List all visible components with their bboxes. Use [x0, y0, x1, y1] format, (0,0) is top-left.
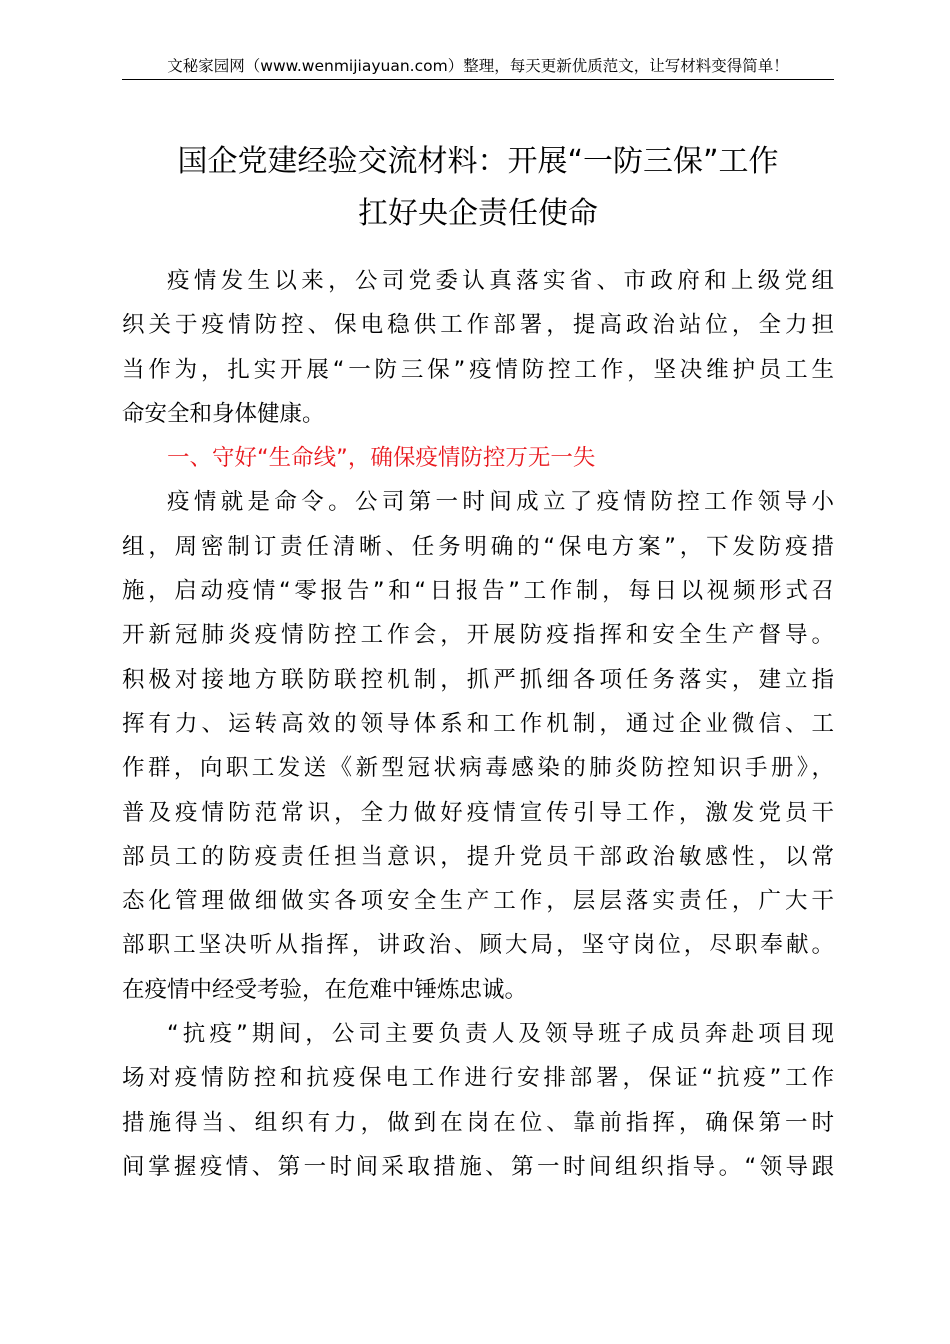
document-title-line-1: 国企党建经验交流材料：开展“一防三保”工作 [177, 144, 779, 179]
body-line: 挥有力、运转高效的领导体系和工作机制，通过企业微信、工 [122, 710, 834, 737]
body-line: 积极对接地方联防联控机制，抓严抓细各项任务落实，建立指 [122, 666, 834, 693]
body-line: 施，启动疫情“零报告”和“日报告”工作制，每日以视频形式召 [122, 578, 834, 605]
header-divider [122, 79, 834, 80]
body-line: 当作为，扎实开展“一防三保”疫情防控工作，坚决维护员工生 [122, 356, 834, 383]
site-header: 文秘家园网（www.wenmijiayuan.com）整理，每天更新优质范文，让写材料变得简单！ [167, 57, 789, 75]
body-line: 部员工的防疫责任担当意识，提升党员干部政治敏感性，以常 [122, 843, 834, 870]
section-heading: 一、守好“生命线”，确保疫情防控万无一失 [167, 445, 596, 472]
body-line: 作群，向职工发送《新型冠状病毒感染的肺炎防控知识手册》， [122, 755, 834, 782]
body-line: 普及疫情防范常识，全力做好疫情宣传引导工作，激发党员干 [122, 799, 834, 826]
body-line: 在疫情中经受考验，在危难中锤炼忠诚。 [122, 976, 528, 1003]
body-line: 疫情就是命令。公司第一时间成立了疫情防控工作领导小 [167, 489, 834, 516]
body-line: 组，周密制订责任清晰、任务明确的“保电方案”，下发防疫措 [122, 533, 834, 560]
document-title-line-2: 扛好央企责任使命 [358, 196, 598, 231]
body-line: 开新冠肺炎疫情防控工作会，开展防疫指挥和安全生产督导。 [122, 622, 834, 649]
body-line: 织关于疫情防控、保电稳供工作部署，提高政治站位，全力担 [122, 312, 834, 339]
body-line: 命安全和身体健康。 [122, 400, 325, 427]
body-line: “抗疫”期间，公司主要负责人及领导班子成员奔赴项目现 [167, 1021, 834, 1048]
body-line: 场对疫情防控和抗疫保电工作进行安排部署，保证“抗疫”工作 [122, 1065, 834, 1092]
document-body [122, 259, 834, 1189]
body-line: 疫情发生以来，公司党委认真落实省、市政府和上级党组 [167, 268, 834, 294]
body-line: 间掌握疫情、第一时间采取措施、第一时间组织指导。“领导跟 [122, 1153, 834, 1180]
body-line: 部职工坚决听从指挥，讲政治、顾大局，坚守岗位，尽职奉献。 [122, 932, 834, 959]
body-line: 措施得当、组织有力，做到在岗在位、靠前指挥，确保第一时 [122, 1109, 834, 1136]
body-line: 态化管理做细做实各项安全生产工作，层层落实责任，广大干 [122, 888, 834, 915]
